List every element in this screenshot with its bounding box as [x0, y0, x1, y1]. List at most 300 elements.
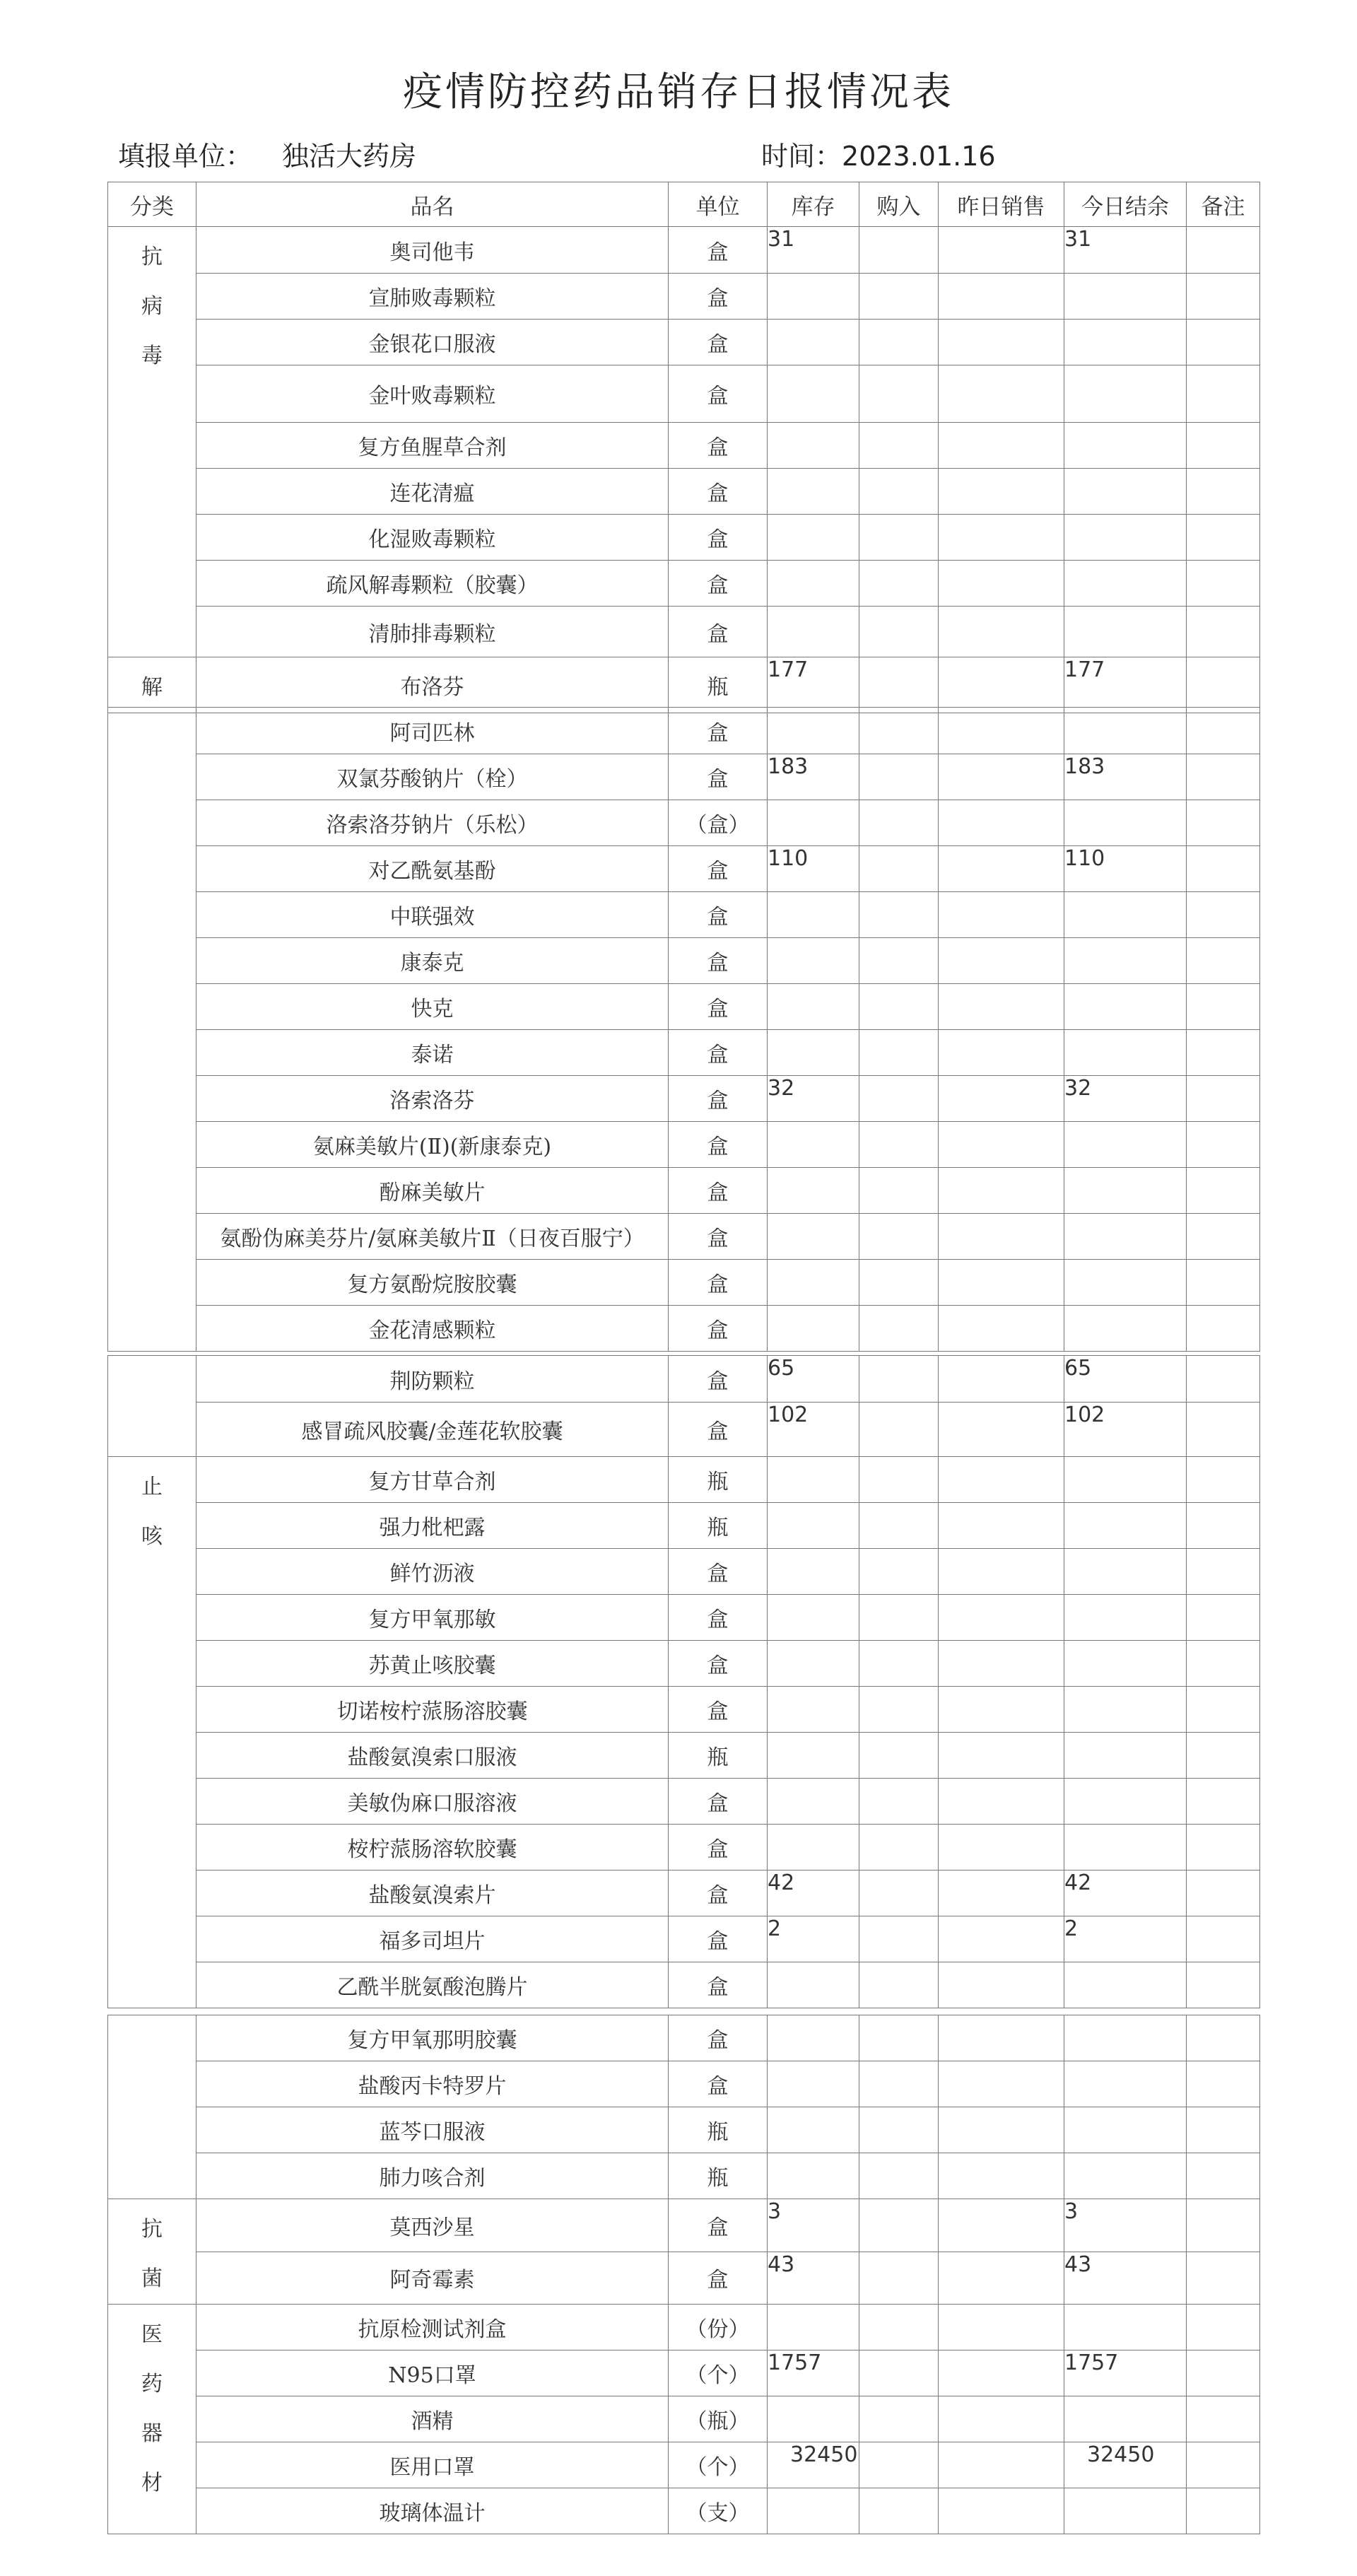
purchase-cell: [859, 1825, 939, 1870]
column-header: 分类: [108, 182, 196, 227]
stock-cell: [768, 984, 859, 1030]
table-row: [108, 1916, 1260, 1962]
stock-cell: [768, 469, 859, 515]
table-row: [108, 1457, 1260, 1503]
column-header: 库存: [768, 182, 859, 227]
today-balance-cell: [1064, 1260, 1187, 1306]
unit-cell: 盒: [669, 1306, 768, 1352]
remarks-cell: [1187, 892, 1260, 938]
unit-cell: 盒: [669, 1356, 768, 1403]
today-balance-cell: [1064, 2061, 1187, 2107]
remarks-cell: [1187, 561, 1260, 607]
today-balance-cell: [1064, 984, 1187, 1030]
unit-cell: 瓶: [669, 1457, 768, 1503]
remarks-cell: [1187, 846, 1260, 892]
purchase-cell: [859, 1779, 939, 1825]
yesterday-sales-cell: [939, 1916, 1064, 1962]
table-row: [108, 800, 1260, 846]
stock-cell: [768, 892, 859, 938]
product-name: 肺力咳合剂: [196, 2153, 669, 2199]
stock-cell: [768, 1733, 859, 1779]
today-balance-cell: [1064, 938, 1187, 984]
category-cell: [108, 2199, 196, 2305]
stock-cell: [768, 2107, 859, 2153]
remarks-cell: [1187, 754, 1260, 800]
stock-cell: [768, 1549, 859, 1595]
reporting-unit-label: 填报单位：: [118, 141, 253, 172]
purchase-cell: [859, 515, 939, 561]
purchase-cell: [859, 2107, 939, 2153]
product-name: 布洛芬: [196, 657, 669, 713]
purchase-cell: [859, 1595, 939, 1641]
product-name: 金银花口服液: [196, 320, 669, 365]
unit-cell: （个）: [669, 2350, 768, 2396]
stock-cell: [768, 365, 859, 423]
yesterday-sales-cell: [939, 2015, 1064, 2061]
today-balance-cell: 2: [1064, 1916, 1187, 1962]
yesterday-sales-cell: [939, 561, 1064, 607]
product-name: 疏风解毒颗粒（胶囊）: [196, 561, 669, 607]
stock-cell: 2: [768, 1916, 859, 1962]
unit-cell: 瓶: [669, 1733, 768, 1779]
yesterday-sales-cell: [939, 1595, 1064, 1641]
stock-cell: 65: [768, 1356, 859, 1403]
table-row: [108, 1356, 1260, 1403]
unit-cell: 盒: [669, 984, 768, 1030]
unit-cell: 盒: [669, 1962, 768, 2008]
table-row: [108, 1549, 1260, 1595]
purchase-cell: [859, 2061, 939, 2107]
today-balance-cell: [1064, 423, 1187, 469]
purchase-cell: [859, 1356, 939, 1403]
category-cell: [108, 1356, 196, 1457]
purchase-cell: [859, 754, 939, 800]
reporting-unit-line: [118, 134, 416, 173]
unit-cell: 盒: [669, 469, 768, 515]
today-balance-cell: [1064, 800, 1187, 846]
unit-cell: （瓶）: [669, 2396, 768, 2442]
product-name: 复方氨酚烷胺胶囊: [196, 1260, 669, 1306]
stock-cell: 43: [768, 2252, 859, 2305]
table-row: [108, 892, 1260, 938]
table-row: [108, 708, 1260, 754]
unit-cell: 盒: [669, 846, 768, 892]
table-row: [108, 469, 1260, 515]
category-cell: [108, 708, 196, 1352]
today-balance-cell: [1064, 1549, 1187, 1595]
unit-cell: （盒）: [669, 800, 768, 846]
remarks-cell: [1187, 515, 1260, 561]
today-balance-cell: 1757: [1064, 2350, 1187, 2396]
stock-cell: [768, 938, 859, 984]
category-cell: [108, 2015, 196, 2199]
remarks-cell: [1187, 1733, 1260, 1779]
purchase-cell: [859, 1962, 939, 2008]
remarks-cell: [1187, 423, 1260, 469]
product-name: 连花清瘟: [196, 469, 669, 515]
remarks-cell: [1187, 1306, 1260, 1352]
remarks-cell: [1187, 1779, 1260, 1825]
product-name: 宣肺败毒颗粒: [196, 274, 669, 320]
yesterday-sales-cell: [939, 846, 1064, 892]
today-balance-cell: 110: [1064, 846, 1187, 892]
unit-cell: 盒: [669, 1122, 768, 1168]
yesterday-sales-cell: [939, 1503, 1064, 1549]
yesterday-sales-cell: [939, 1962, 1064, 2008]
today-balance-cell: [1064, 1503, 1187, 1549]
yesterday-sales-cell: [939, 1076, 1064, 1122]
product-name: 盐酸丙卡特罗片: [196, 2061, 669, 2107]
report-table-block: [107, 2015, 1260, 2534]
purchase-cell: [859, 1260, 939, 1306]
stock-cell: [768, 708, 859, 754]
product-name: N95口罩: [196, 2350, 669, 2396]
today-balance-cell: [1064, 1306, 1187, 1352]
category-cell: [108, 227, 196, 657]
product-name: 乙酰半胱氨酸泡腾片: [196, 1962, 669, 2008]
unit-cell: 盒: [669, 365, 768, 423]
stock-cell: [768, 1595, 859, 1641]
yesterday-sales-cell: [939, 1356, 1064, 1403]
yesterday-sales-cell: [939, 607, 1064, 657]
yesterday-sales-cell: [939, 1870, 1064, 1916]
unit-cell: 盒: [669, 561, 768, 607]
remarks-cell: [1187, 1403, 1260, 1457]
yesterday-sales-cell: [939, 2199, 1064, 2252]
purchase-cell: [859, 2442, 939, 2488]
stock-cell: [768, 561, 859, 607]
unit-cell: 瓶: [669, 657, 768, 713]
purchase-cell: [859, 800, 939, 846]
remarks-cell: [1187, 800, 1260, 846]
report-table-block: [107, 182, 1260, 713]
today-balance-cell: [1064, 469, 1187, 515]
today-balance-cell: 102: [1064, 1403, 1187, 1457]
table-row: [108, 2199, 1260, 2252]
stock-cell: [768, 2305, 859, 2350]
product-name: 荆防颗粒: [196, 1356, 669, 1403]
unit-cell: 盒: [669, 607, 768, 657]
yesterday-sales-cell: [939, 2396, 1064, 2442]
yesterday-sales-cell: [939, 2153, 1064, 2199]
yesterday-sales-cell: [939, 1779, 1064, 1825]
product-name: 金花清感颗粒: [196, 1306, 669, 1352]
unit-cell: 盒: [669, 1168, 768, 1214]
table-row: [108, 515, 1260, 561]
table-row: [108, 2305, 1260, 2350]
table-row: [108, 2153, 1260, 2199]
purchase-cell: [859, 607, 939, 657]
product-name: 奥司他韦: [196, 227, 669, 274]
unit-cell: 盒: [669, 1595, 768, 1641]
remarks-cell: [1187, 1122, 1260, 1168]
unit-cell: 盒: [669, 1916, 768, 1962]
unit-cell: 盒: [669, 2252, 768, 2305]
unit-cell: 盒: [669, 1870, 768, 1916]
product-name: 洛索洛芬钠片（乐松）: [196, 800, 669, 846]
unit-cell: 盒: [669, 754, 768, 800]
stock-cell: [768, 2396, 859, 2442]
remarks-cell: [1187, 2396, 1260, 2442]
table-row: [108, 423, 1260, 469]
stock-cell: [768, 1825, 859, 1870]
purchase-cell: [859, 1916, 939, 1962]
column-header: 品名: [196, 182, 669, 227]
column-header: 单位: [669, 182, 768, 227]
table-row: [108, 1779, 1260, 1825]
category-label: 抗 病 毒: [141, 245, 163, 368]
category-cell: [108, 657, 196, 713]
today-balance-cell: 43: [1064, 2252, 1187, 2305]
remarks-cell: [1187, 708, 1260, 754]
yesterday-sales-cell: [939, 2107, 1064, 2153]
remarks-cell: [1187, 1260, 1260, 1306]
purchase-cell: [859, 1549, 939, 1595]
product-name: 感冒疏风胶囊/金莲花软胶囊: [196, 1403, 669, 1457]
purchase-cell: [859, 1641, 939, 1687]
unit-cell: 盒: [669, 227, 768, 274]
stock-cell: [768, 1962, 859, 2008]
purchase-cell: [859, 423, 939, 469]
unit-cell: 盒: [669, 1779, 768, 1825]
purchase-cell: [859, 1168, 939, 1214]
remarks-cell: [1187, 1356, 1260, 1403]
stock-cell: 3: [768, 2199, 859, 2252]
product-name: 抗原检测试剂盒: [196, 2305, 669, 2350]
yesterday-sales-cell: [939, 1549, 1064, 1595]
purchase-cell: [859, 1214, 939, 1260]
remarks-cell: [1187, 1168, 1260, 1214]
category-label: [108, 2015, 196, 2021]
purchase-cell: [859, 1733, 939, 1779]
purchase-cell: [859, 2350, 939, 2396]
yesterday-sales-cell: [939, 1214, 1064, 1260]
product-name: 康泰克: [196, 938, 669, 984]
purchase-cell: [859, 892, 939, 938]
product-name: 鲜竹沥液: [196, 1549, 669, 1595]
category-cell: [108, 2305, 196, 2534]
report-time-line: [761, 134, 996, 173]
purchase-cell: [859, 1306, 939, 1352]
yesterday-sales-cell: [939, 365, 1064, 423]
today-balance-cell: [1064, 320, 1187, 365]
stock-cell: [768, 1687, 859, 1733]
remarks-cell: [1187, 984, 1260, 1030]
purchase-cell: [859, 708, 939, 754]
table-row: [108, 1030, 1260, 1076]
product-name: 复方鱼腥草合剂: [196, 423, 669, 469]
stock-cell: [768, 2061, 859, 2107]
purchase-cell: [859, 320, 939, 365]
purchase-cell: [859, 1403, 939, 1457]
remarks-cell: [1187, 469, 1260, 515]
today-balance-cell: [1064, 561, 1187, 607]
purchase-cell: [859, 2305, 939, 2350]
today-balance-cell: [1064, 1030, 1187, 1076]
today-balance-cell: [1064, 2153, 1187, 2199]
unit-cell: 盒: [669, 2061, 768, 2107]
today-balance-cell: 3: [1064, 2199, 1187, 2252]
yesterday-sales-cell: [939, 2061, 1064, 2107]
purchase-cell: [859, 1457, 939, 1503]
table-row: [108, 846, 1260, 892]
product-name: 氨麻美敏片(Ⅱ)(新康泰克): [196, 1122, 669, 1168]
unit-cell: 盒: [669, 938, 768, 984]
table-row: [108, 657, 1260, 713]
today-balance-cell: 65: [1064, 1356, 1187, 1403]
product-name: 金叶败毒颗粒: [196, 365, 669, 423]
product-name: 切诺桉柠蒎肠溶胶囊: [196, 1687, 669, 1733]
today-balance-cell: [1064, 2488, 1187, 2534]
product-name: 阿奇霉素: [196, 2252, 669, 2305]
product-name: 双氯芬酸钠片（栓）: [196, 754, 669, 800]
remarks-cell: [1187, 320, 1260, 365]
today-balance-cell: [1064, 1733, 1187, 1779]
product-name: 莫西沙星: [196, 2199, 669, 2252]
category-label: 止 咳: [141, 1475, 163, 1549]
stock-cell: [768, 1641, 859, 1687]
today-balance-cell: [1064, 708, 1187, 754]
unit-cell: 盒: [669, 274, 768, 320]
table-row: [108, 1214, 1260, 1260]
remarks-cell: [1187, 1076, 1260, 1122]
table-row: [108, 1641, 1260, 1687]
stock-cell: 110: [768, 846, 859, 892]
remarks-cell: [1187, 1214, 1260, 1260]
report-date: 2023.01.16: [842, 141, 996, 172]
product-name: 蓝芩口服液: [196, 2107, 669, 2153]
product-name: 福多司坦片: [196, 1916, 669, 1962]
product-name: 泰诺: [196, 1030, 669, 1076]
purchase-cell: [859, 938, 939, 984]
stock-cell: [768, 274, 859, 320]
today-balance-cell: [1064, 365, 1187, 423]
yesterday-sales-cell: [939, 2252, 1064, 2305]
category-label: 医 药 器 材: [141, 2322, 163, 2495]
purchase-cell: [859, 561, 939, 607]
remarks-cell: [1187, 657, 1260, 713]
table-row: [108, 2015, 1260, 2061]
today-balance-cell: 183: [1064, 754, 1187, 800]
remarks-cell: [1187, 1549, 1260, 1595]
remarks-cell: [1187, 938, 1260, 984]
category-cell: [108, 1457, 196, 2008]
unit-cell: 盒: [669, 1030, 768, 1076]
table-row: [108, 1122, 1260, 1168]
unit-cell: 瓶: [669, 2107, 768, 2153]
yesterday-sales-cell: [939, 227, 1064, 274]
report-title: 疫情防控药品销存日报情况表: [403, 69, 954, 115]
table-row: [108, 607, 1260, 657]
table-row: [108, 1733, 1260, 1779]
yesterday-sales-cell: [939, 274, 1064, 320]
column-header: 购入: [859, 182, 939, 227]
yesterday-sales-cell: [939, 1687, 1064, 1733]
column-header: 备注: [1187, 182, 1260, 227]
table-row: [108, 1595, 1260, 1641]
remarks-cell: [1187, 1457, 1260, 1503]
purchase-cell: [859, 469, 939, 515]
purchase-cell: [859, 2396, 939, 2442]
stock-cell: [768, 1168, 859, 1214]
remarks-cell: [1187, 2305, 1260, 2350]
purchase-cell: [859, 984, 939, 1030]
table-row: [108, 1825, 1260, 1870]
reporting-unit-value: 独活大药房: [282, 141, 417, 172]
column-header: 今日结余: [1064, 182, 1187, 227]
unit-cell: 盒: [669, 892, 768, 938]
today-balance-cell: 32: [1064, 1076, 1187, 1122]
stock-cell: 32450: [768, 2442, 859, 2488]
table-row: [108, 2488, 1260, 2534]
stock-cell: 42: [768, 1870, 859, 1916]
today-balance-cell: 32450: [1064, 2442, 1187, 2488]
purchase-cell: [859, 274, 939, 320]
remarks-cell: [1187, 2061, 1260, 2107]
yesterday-sales-cell: [939, 1733, 1064, 1779]
remarks-cell: [1187, 2442, 1260, 2488]
table-row: [108, 1403, 1260, 1457]
table-row: [108, 1962, 1260, 2008]
yesterday-sales-cell: [939, 469, 1064, 515]
purchase-cell: [859, 1687, 939, 1733]
today-balance-cell: [1064, 1122, 1187, 1168]
stock-cell: [768, 423, 859, 469]
table-row: [108, 227, 1260, 274]
remarks-cell: [1187, 1641, 1260, 1687]
table-row: [108, 938, 1260, 984]
remarks-cell: [1187, 1870, 1260, 1916]
table-row: [108, 561, 1260, 607]
yesterday-sales-cell: [939, 1403, 1064, 1457]
unit-cell: 瓶: [669, 2153, 768, 2199]
table-row: [108, 274, 1260, 320]
unit-cell: 盒: [669, 2199, 768, 2252]
product-name: 盐酸氨溴索口服液: [196, 1733, 669, 1779]
today-balance-cell: [1064, 892, 1187, 938]
today-balance-cell: [1064, 607, 1187, 657]
table-header-row: [108, 182, 1260, 227]
stock-cell: 183: [768, 754, 859, 800]
purchase-cell: [859, 846, 939, 892]
purchase-cell: [859, 657, 939, 713]
product-name: 快克: [196, 984, 669, 1030]
stock-cell: 177: [768, 657, 859, 713]
stock-cell: [768, 1503, 859, 1549]
table-row: [108, 1870, 1260, 1916]
remarks-cell: [1187, 1962, 1260, 2008]
unit-cell: 盒: [669, 1214, 768, 1260]
today-balance-cell: [1064, 1779, 1187, 1825]
remarks-cell: [1187, 2199, 1260, 2252]
today-balance-cell: [1064, 1687, 1187, 1733]
product-name: 医用口罩: [196, 2442, 669, 2488]
yesterday-sales-cell: [939, 1641, 1064, 1687]
remarks-cell: [1187, 2252, 1260, 2305]
yesterday-sales-cell: [939, 1306, 1064, 1352]
time-label: 时间：: [761, 141, 842, 172]
yesterday-sales-cell: [939, 2305, 1064, 2350]
stock-cell: [768, 1214, 859, 1260]
product-name: 美敏伪麻口服溶液: [196, 1779, 669, 1825]
table-row: [108, 365, 1260, 423]
yesterday-sales-cell: [939, 1030, 1064, 1076]
product-name: 玻璃体温计: [196, 2488, 669, 2534]
table-row: [108, 2350, 1260, 2396]
unit-cell: （支）: [669, 2488, 768, 2534]
today-balance-cell: [1064, 2107, 1187, 2153]
purchase-cell: [859, 2015, 939, 2061]
